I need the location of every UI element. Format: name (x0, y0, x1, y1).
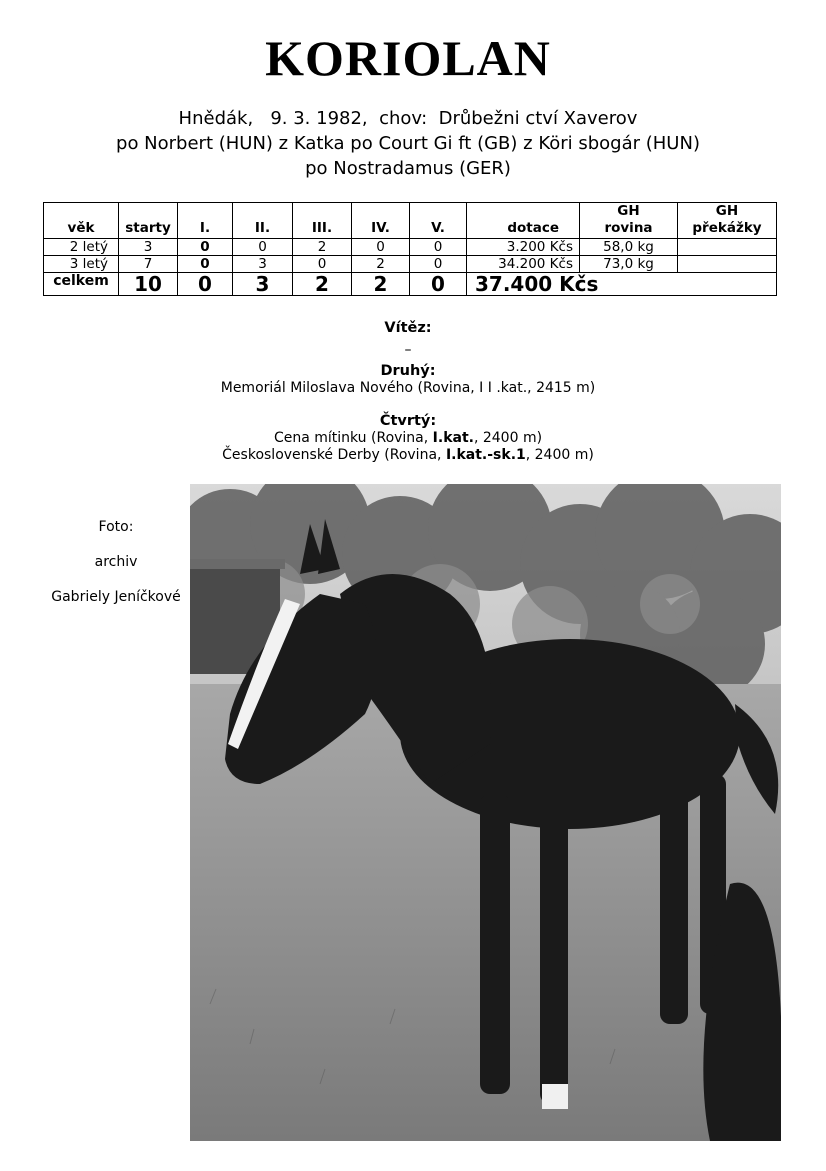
caption-line-1: Foto: (98, 519, 134, 535)
table-total-row (44, 273, 777, 296)
fourth-race-1-distance: , 2400 m) (473, 430, 543, 446)
fourth-race-2-name: Československé Derby (Rovina, (222, 447, 446, 463)
cell-gh-flat: 73,0 kg (580, 256, 678, 273)
cell-fifth: 0 (410, 239, 467, 256)
header-third: III. (293, 203, 352, 239)
total-second: 3 (233, 273, 293, 296)
header-fifth: V. (410, 203, 467, 239)
cell-first: 0 (178, 239, 233, 256)
header-gh-obstacles-line1: GH (715, 203, 739, 219)
cell-first: 0 (178, 256, 233, 273)
cell-age: 3 letý (44, 256, 119, 273)
winner-text: – (404, 342, 412, 358)
table-row (44, 239, 777, 256)
cell-gh-obstacles (678, 239, 777, 256)
cell-starts: 7 (119, 256, 178, 273)
horse-photo (190, 484, 781, 1141)
total-first: 0 (178, 273, 233, 296)
spacer (0, 397, 816, 413)
header-prize-money: dotace (467, 203, 580, 239)
header-gh-flat-line2: rovina (604, 220, 653, 236)
header-first: I. (178, 203, 233, 239)
pedigree-line-1: Hnědák, 9. 3. 1982, chov: Drůbežni ctví Xaverov (178, 108, 638, 129)
fourth-race-2-class: I.kat.-sk.1 (445, 447, 526, 463)
cell-starts: 3 (119, 239, 178, 256)
fourth-race-2-distance: , 2400 m) (525, 447, 594, 463)
cell-second: 0 (233, 239, 293, 256)
second-heading: Druhý: (380, 363, 436, 379)
total-starts: 10 (119, 273, 178, 296)
cell-gh-obstacles (678, 256, 777, 273)
fourth-race-1 (0, 430, 816, 447)
table-row (44, 256, 777, 273)
total-third: 2 (293, 273, 352, 296)
cell-third: 0 (293, 256, 352, 273)
cell-fifth: 0 (410, 256, 467, 273)
race-stats-table (43, 202, 777, 296)
horse-photo-drawing (190, 484, 781, 1141)
horse-name-title: KORIOLAN (265, 30, 551, 86)
pedigree-line-2: po Norbert (HUN) z Katka po Court Gi ft (GB) z Köri sbogár (HUN) (116, 133, 700, 154)
caption-line-2: archiv (94, 554, 138, 570)
fourth-race-1-name: Cena mítinku (Rovina, (273, 430, 433, 446)
header-gh-flat-line1: GH (617, 203, 640, 219)
total-label: celkem (44, 273, 119, 296)
header-gh-obstacles-line2: překážky (692, 220, 762, 236)
cell-gh-flat: 58,0 kg (580, 239, 678, 256)
header-fourth: IV. (352, 203, 410, 239)
photo-caption (46, 518, 186, 623)
pedigree-block (0, 106, 816, 181)
fourth-heading: Čtvrtý: (379, 413, 437, 429)
caption-line-3: Gabriely Jeníčkové (51, 589, 181, 605)
cell-prize-money: 3.200 Kčs (467, 239, 580, 256)
header-gh-obstacles (678, 203, 777, 239)
total-fourth: 2 (352, 273, 410, 296)
winner-heading: Vítěz: (384, 320, 432, 336)
cell-second: 3 (233, 256, 293, 273)
fourth-race-1-class: I.kat. (432, 430, 474, 446)
cell-third: 2 (293, 239, 352, 256)
cell-fourth: 2 (352, 256, 410, 273)
cell-fourth: 0 (352, 239, 410, 256)
total-fifth: 0 (410, 273, 467, 296)
cell-prize-money: 34.200 Kčs (467, 256, 580, 273)
fourth-race-2 (0, 447, 816, 464)
header-starts: starty (119, 203, 178, 239)
table-header-row (44, 203, 777, 239)
race-results (0, 320, 816, 464)
second-race: Memoriál Miloslava Nového (Rovina, I I .kat., 2415 m) (220, 380, 596, 396)
total-prize-money: 37.400 Kčs (467, 273, 777, 296)
header-age: věk (44, 203, 119, 239)
pedigree-line-3: po Nostradamus (GER) (305, 158, 511, 179)
cell-age: 2 letý (44, 239, 119, 256)
header-second: II. (233, 203, 293, 239)
header-gh-flat (580, 203, 678, 239)
